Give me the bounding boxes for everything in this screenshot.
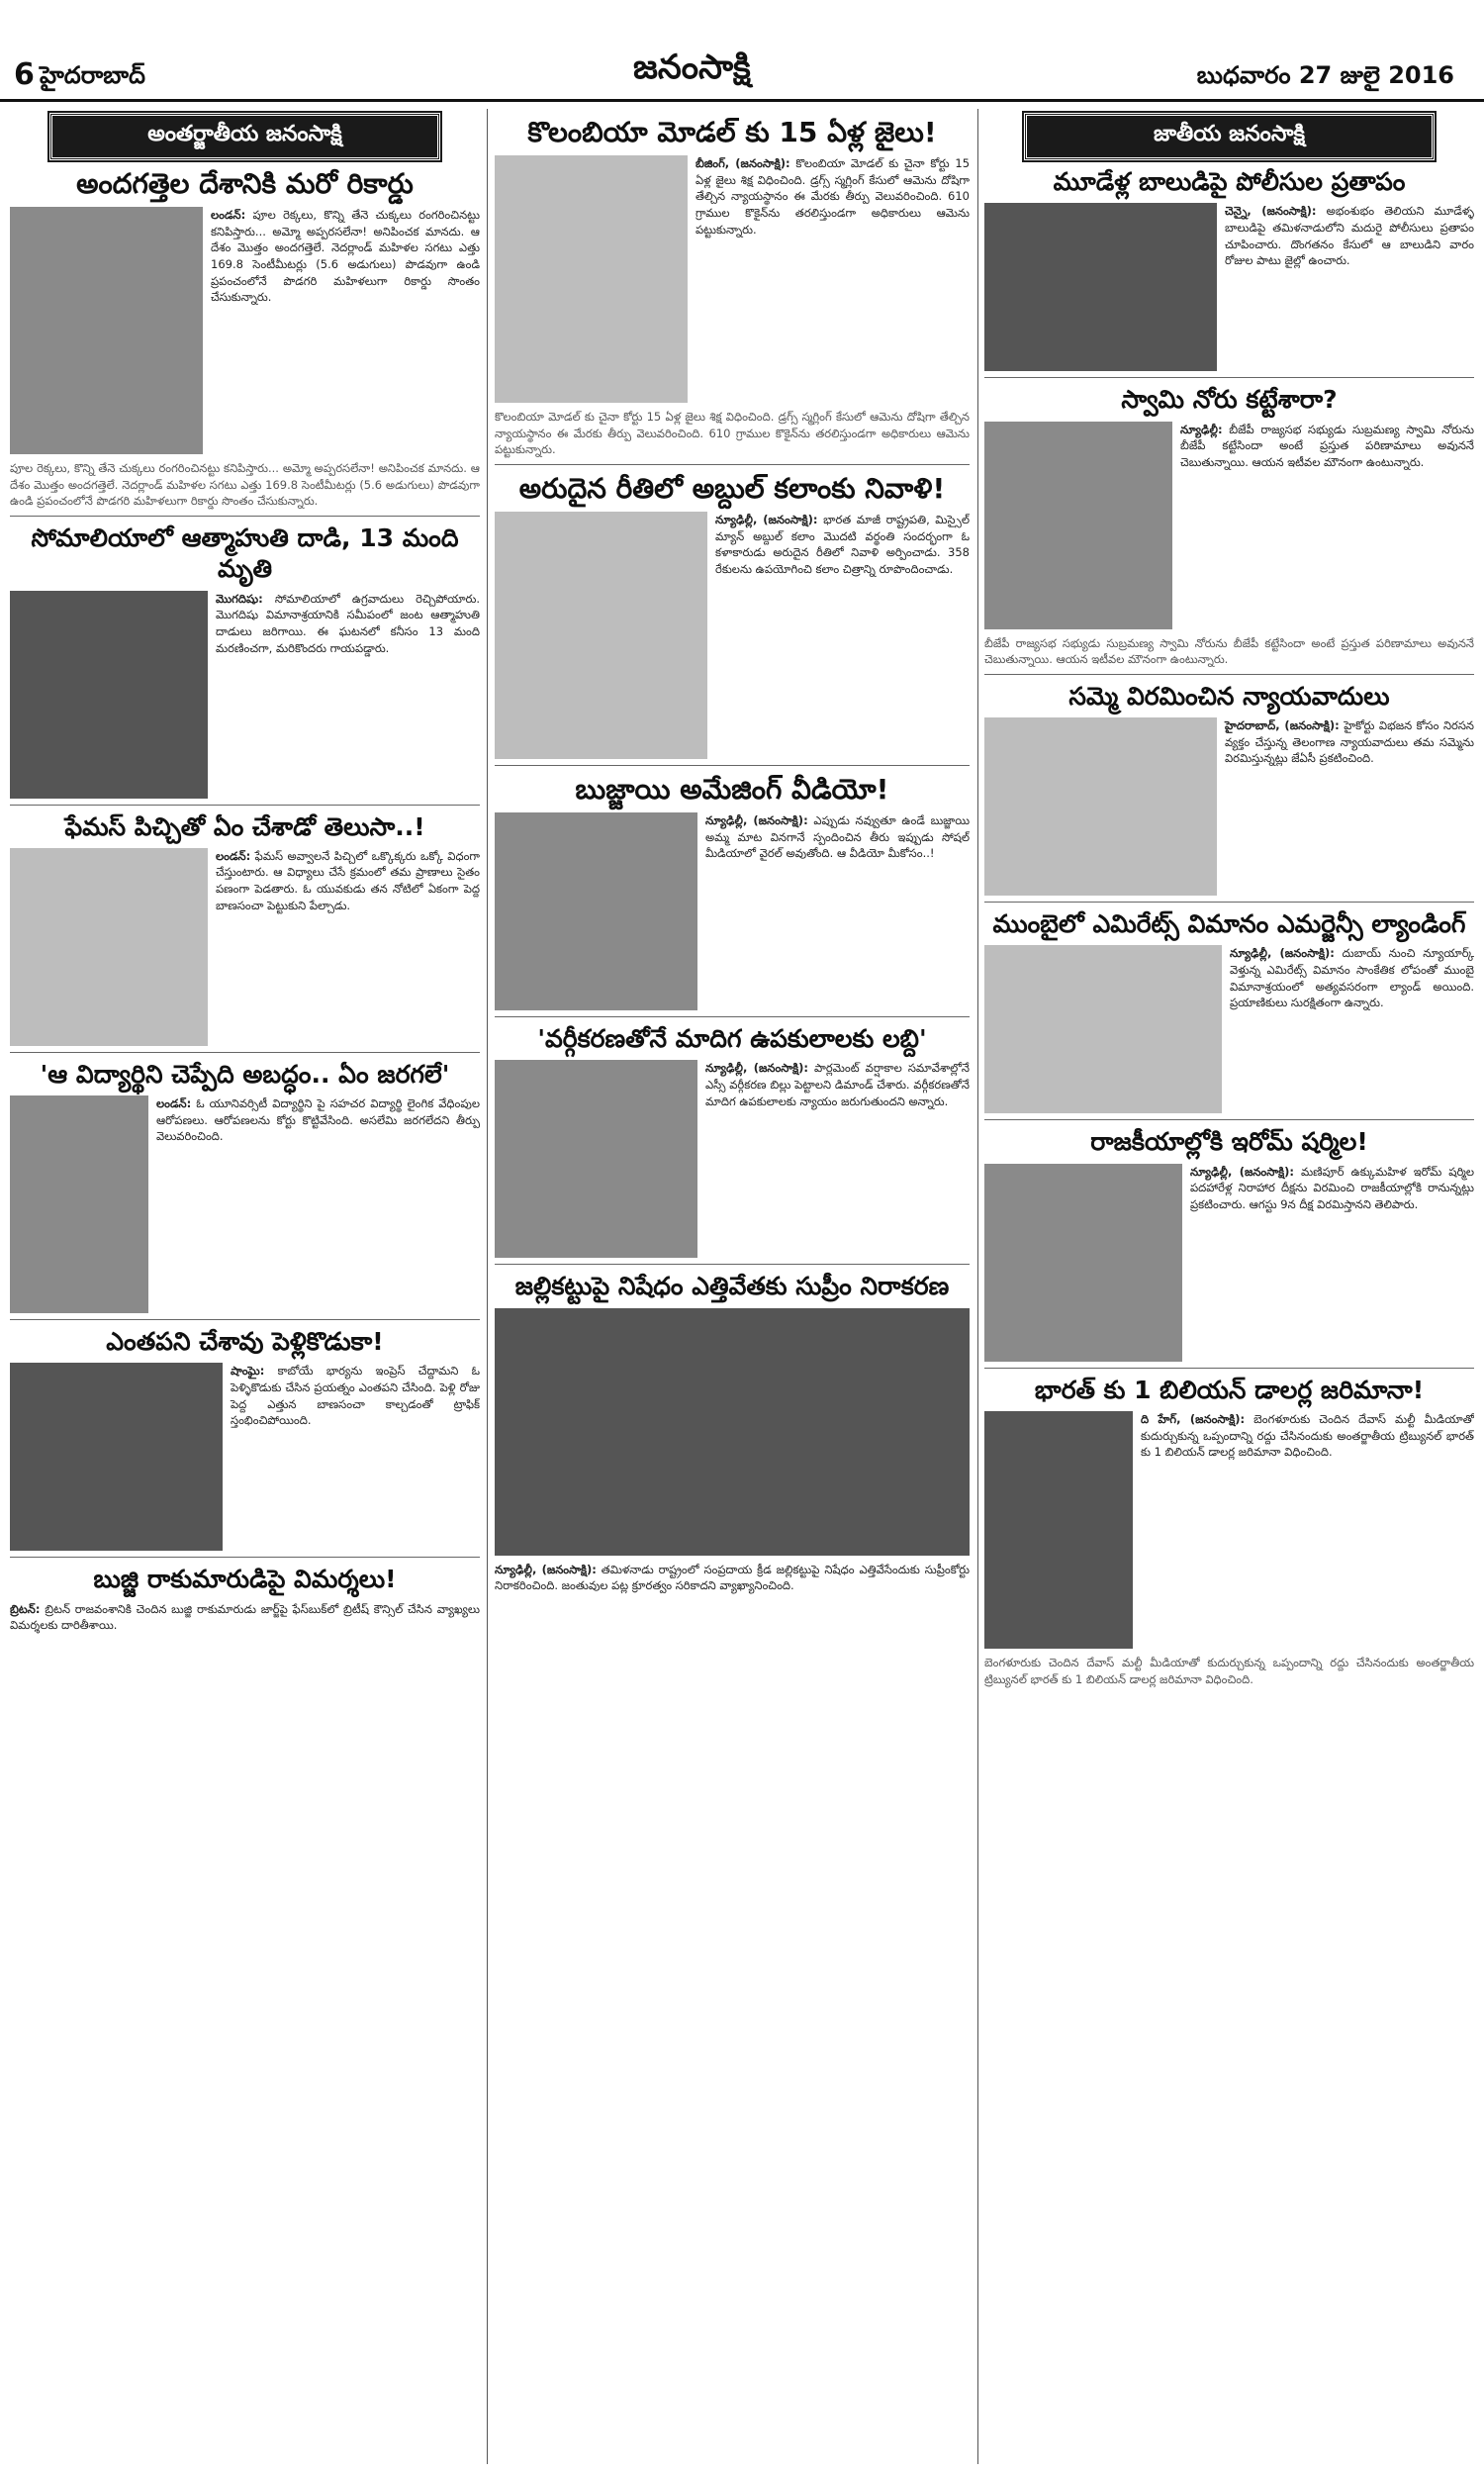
article [10, 1095, 480, 1313]
headline: 'వర్గీకరణతోనే మాదిగ ఉపకులాలకు లబ్ది' [537, 1024, 927, 1054]
photo-wedding-street [10, 1363, 223, 1551]
article [984, 1164, 1474, 1362]
article-body: న్యూఢిల్లీ, (జనంసాక్షి): పార్లమెంట్ వర్షాకాల సమావేశాల్లోనే ఎస్సీ వర్గీకరణ బిల్లు పెట్టాలని డిమాండ్ చేశారు. వర్గీకరణతోనే మాదిగ ఉపకులాలకు న్యాయం జరుగుతుందని అన్నారు. [705, 1061, 970, 1108]
photo-colombian-model [495, 155, 688, 403]
headline: మూడేళ్ల బాలుడిపై పోలీసుల ప్రతాపం [1053, 167, 1406, 196]
portrait-abdul-kalam [495, 512, 707, 759]
page-number: 6 [14, 57, 35, 92]
article [984, 203, 1474, 371]
article-body: న్యూఢిల్లీ, (జనంసాక్షి): దుబాయ్ నుంచి న్యూయార్క్ వెళ్తున్న ఎమిరేట్స్ విమానం సాంకేతిక లోపంతో ముంబై విమానాశ్రయంలో అత్యవసరంగా ల్యాండ్ అయింది. ప్రయాణికులు సురక్షితంగా ఉన్నారు. [1230, 946, 1474, 1010]
column-national [984, 109, 1474, 2464]
article [495, 512, 970, 759]
article-body: న్యూఢిల్లీ, (జనంసాక్షి): భారత మాజీ రాష్ట్రపతి, మిస్సైల్ మ్యాన్ అబ్దుల్ కలాం మొదటి వర్థంతి సందర్భంగా ఓ కళాకారుడు అరుదైన రీతిలో నివాళి అర్పించాడు. 358 రేకులను ఉపయోగించి కలాం చిత్రాన్ని రూపొందించాడు. [715, 513, 970, 577]
article-body-continued: బెంగళూరుకు చెందిన దేవాస్ మల్టీ మీడియాతో కుదుర్చుకున్న ఒప్పందాన్ని రద్దు చేసినందుకు అంతర్జాతీయ ట్రిబ్యునల్ భారత్ కు 1 బిలియన్ డాలర్ల జరిమానా విధించింది. [984, 1655, 1474, 1686]
article [495, 1060, 970, 1258]
article [984, 945, 1474, 1113]
issue-date: బుధవారం 27 జులై 2016 [1196, 61, 1454, 89]
headline: అరుదైన రీతిలో అబ్దుల్ కలాంకు నివాళి! [518, 472, 946, 506]
article-body: ది హేగ్, (జనంసాక్షి): బెంగళూరుకు చెందిన దేవాస్ మల్టీ మీడియాతో కుదుర్చుకున్న ఒప్పందాన్ని రద్దు చేసినందుకు అంతర్జాతీయ ట్రిబ్యునల్ భారత్ కు 1 బిలియన్ డాలర్ల జరిమానా విధించింది. [1141, 1411, 1474, 1460]
headline: జల్లికట్టుపై నిషేధం ఎత్తివేతకు సుప్రీం నిరాకరణ [514, 1272, 950, 1301]
photo-rocket-launch [984, 1411, 1133, 1649]
headline: ఫేమస్ పిచ్చితో ఏం చేశాడో తెలుసా..! [64, 811, 425, 841]
article-body-continued: బీజేపీ రాజ్యసభ సభ్యుడు సుబ్రమణ్య స్వామి నోరును బీజేపీ కట్టేసిందా అంటే ప్రస్తుత పరిణామాలు అవుననే చెబుతున్నాయి. ఆయన ఇటీవల మౌనంగా ఉంటున్నారు. [984, 635, 1474, 667]
photo-models [10, 207, 203, 454]
column-international [10, 109, 480, 2464]
headline: ముంబైలో ఎమిరేట్స్ విమానం ఎమర్జెన్సీ ల్యాండింగ్ [992, 909, 1466, 939]
article-body: బీజింగ్, (జనంసాక్షి): కొలంబియా మోడల్ కు చైనా కోర్టు 15 ఏళ్ల జైలు శిక్ష విధించింది. డ్రగ్స్ స్మగ్లింగ్ కేసులో ఆమెను దోషిగా తేల్చిన న్యాయస్థానం ఈ మేరకు తీర్పు వెలువరించింది. 610 గ్రాముల కొకైన్‌ను తరలిస్తుండగా అధికారులు ఆమెను పట్టుకున్నారు. [696, 156, 970, 237]
article-body: షాంఘై: కాబోయే భార్యను ఇంప్రెస్ చేద్దామని ఓ పెళ్ళికొడుకు చేసిన ప్రయత్నం ఎంతపని చేసింది. పెళ్లి రోజు పెద్ద ఎత్తున బాణసంచా కాల్చడంతో ట్రాఫిక్ స్తంభించిపోయింది. [231, 1364, 480, 1428]
article-body: న్యూఢిల్లీ, (జనంసాక్షి): మణిపూర్ ఉక్కుమహిళ ఇరోమ్ షర్మిల పదహారేళ్ల నిరాహార దీక్షను విరమించి రాజకీయాల్లోకి రానున్నట్లు ప్రకటించారు. ఆగస్టు 9న దీక్ష విరమిస్తానని తెలిపారు. [1190, 1164, 1474, 1211]
headline: కొలంబియా మోడల్ కు 15 ఏళ్ల జైలు! [527, 116, 937, 148]
masthead: జనంసాక్షి [633, 48, 751, 87]
article [495, 155, 970, 403]
headline: ఎంతపని చేశావు పెళ్లికొడుకా! [106, 1327, 384, 1357]
edition-city: హైదరాబాద్ [40, 61, 145, 89]
headline: స్వామి నోరు కట్టేశారా? [1121, 385, 1338, 415]
article-body-continued: పూల రెక్కలు, కొన్ని తేనె చుక్కలు రంగరించినట్టు కనిపిస్తారు... అమ్మో అప్పరసలేనా! అనిపించక మానదు. ఆ దేశం మొత్తం అందగత్తెలే. నెదర్లాండ్ మహిళల సగటు ఎత్తు 169.8 సెంటీమీటర్లు (5.6 అడుగులు) పొడవుగా ఉండి ప్రపంచంలోనే పొడగరి మహిళలుగా రికార్డు సొంతం చేసుకున్నారు. [10, 461, 480, 509]
headline: భారత్ కు 1 బిలియన్ డాలర్ల జరిమానా! [1034, 1375, 1425, 1404]
photo-jallikattu [495, 1308, 970, 1556]
photo-leader [495, 1060, 697, 1258]
headline: 'ఆ విద్యార్థిని చెప్పేది అబద్ధం.. ఏం జరగలే' [40, 1059, 450, 1089]
section-banner: జాతీయ జనంసాక్షి [1024, 113, 1435, 160]
headline: సోమాలియాలో ఆత్మాహుతి దాడి, 13 మంది మృతి [31, 523, 459, 584]
article [10, 591, 480, 799]
article-body: లండన్: ఓ యూనివర్సిటీ విద్యార్థిని పై సహచర విద్యార్థి లైంగిక వేధింపుల ఆరోపణలు. ఆరోపణలను కోర్టు కొట్టివేసింది. అసలేమి జరగలేదని తీర్పు వెలువరించింది. [156, 1096, 480, 1144]
photo-baby [495, 812, 697, 1010]
article-body: లండన్: పూల రెక్కలు, కొన్ని తేనె చుక్కలు రంగరించినట్టు కనిపిస్తారు... అమ్మో అప్పరసలేనా! అనిపించక మానదు. ఆ దేశం మొత్తం అందగత్తెలే. నెదర్లాండ్ మహిళల సగటు ఎత్తు 169.8 సెంటీమీటర్లు (5.6 అడుగులు) పొడవుగా ఉండి ప్రపంచంలోనే పొడగరి మహిళలుగా రికార్డు సొంతం చేసుకున్నారు. [211, 208, 480, 305]
photo-irom-sharmila [984, 1164, 1182, 1362]
headline: సమ్మె విరమించిన న్యాయవాదులు [1068, 681, 1390, 711]
article-body: న్యూఢిల్లీ: బీజేపీ రాజ్యసభ సభ్యుడు సుబ్రమణ్య స్వామి నోరును బీజేపీ కట్టేసిందా అంటే ప్రస్తుత పరిణామాలు అవుననే చెబుతున్నాయి. ఆయన ఇటీవల మౌనంగా ఉంటున్నారు. [1180, 422, 1474, 469]
headline: రాజకీయాల్లోకి ఇరోమ్ షర్మిల! [1090, 1127, 1368, 1157]
article-body-continued: కొలంబియా మోడల్ కు చైనా కోర్టు 15 ఏళ్ల జైలు శిక్ష విధించింది. డ్రగ్స్ స్మగ్లింగ్ కేసులో ఆమెను దోషిగా తేల్చిన న్యాయస్థానం ఈ మేరకు తీర్పు వెలువరించింది. 610 గ్రాముల కొకైన్‌ను తరలిస్తుండగా అధికారులు ఆమెను పట్టుకున్నారు. [495, 410, 970, 457]
article [984, 1411, 1474, 1649]
article-body: న్యూఢిల్లీ, (జనంసాక్షి): తమిళనాడు రాష్ట్రంలో సంప్రదాయ క్రీడ జల్లికట్టుపై నిషేధం ఎత్తివేసేందుకు సుప్రీంకోర్టు నిరాకరించింది. జంతువుల పట్ల క్రూరత్వం సరికాదని వ్యాఖ్యానించింది. [495, 1562, 970, 1593]
article-body: లండన్: ఫేమస్ అవ్వాలనే పిచ్చిలో ఒక్కొక్కరు ఒక్కో విధంగా చేస్తుంటారు. ఆ విధ్యాలు చేసే క్రమంలో తమ ప్రాణాలు సైతం పణంగా పెడతారు. ఓ యువకుడు తన నోటిలో ఏకంగా పెద్ద బాణసంచా పెట్టుకుని పేల్చాడు. [216, 848, 480, 912]
column-center [495, 109, 970, 2464]
photo-jail-bars [984, 203, 1217, 371]
article [10, 848, 480, 1046]
article [10, 207, 480, 454]
headline: బుజ్జి రాకుమారుడిపై విమర్శలు! [93, 1565, 397, 1594]
headline: బుజ్జాయి అమేజింగ్ వీడియో! [575, 773, 889, 807]
photo-blast-site [10, 591, 208, 799]
article-body: బ్రిటన్: బ్రిటన్ రాజవంశానికి చెందిన బుజ్జి రాకుమారుడు జార్జ్‌పై ఫేస్‌బుక్‌లో బ్రిటీష్ కౌన్సిల్ చేసిన వ్యాఖ్యలు విమర్శలకు దారితీశాయి. [10, 1601, 480, 1633]
photo-student [10, 1095, 148, 1313]
article-body: న్యూఢిల్లీ, (జనంసాక్షి): ఎప్పుడు నవ్వుతూ ఉండే బుజ్జాయి అమ్మ మాట వినగానే స్పందించిన తీరు ఇప్పుడు సోషల్ మీడియాలో వైరల్ అవుతోంది. ఆ వీడియో మీకోసం..! [705, 813, 970, 861]
article-body: హైదరాబాద్, (జనంసాక్షి): హైకోర్టు విభజన కోసం నిరసన వ్యక్తం చేస్తున్న తెలంగాణ న్యాయవాదులు తమ సమ్మెను విరమిస్తున్నట్లు జేఏసీ ప్రకటించింది. [1225, 718, 1474, 766]
headline: అందగత్తెల దేశానికి మరో రికార్డు [76, 167, 414, 200]
article [495, 812, 970, 1010]
page-header [0, 0, 1484, 102]
column-divider [977, 109, 978, 2464]
photo-man-firework [10, 848, 208, 1046]
article [984, 422, 1474, 629]
photo-emirates-plane [984, 945, 1222, 1113]
photo-subramanian-swamy [984, 422, 1172, 629]
article-body: చెన్నై, (జనంసాక్షి): అభంశుభం తెలియని మూడేళ్ళ బాలుడిపై తమిళనాడులోని మదురై పోలీసులు ప్రతాపం చూపించారు. దొంగతనం కేసులో ఆ బాలుడిని వారం రోజుల పాటు జైల్లో ఉంచారు. [1225, 204, 1474, 268]
column-divider [487, 109, 488, 2464]
article-body: మొగదిషు: సోమాలియాలో ఉగ్రవాదులు రెచ్చిపోయారు. మొగదిషు విమానాశ్రయానికి సమీపంలో జంట ఆత్మాహుతి దాడులు జరిగాయి. ఈ ఘటనలో కనీసం 13 మంది మరణించగా, మరికొందరు గాయపడ్డారు. [216, 591, 480, 655]
article [984, 717, 1474, 896]
photo-high-court [984, 717, 1217, 896]
section-banner: అంతర్జాతీయ జనంసాక్షి [49, 113, 440, 160]
article [10, 1363, 480, 1551]
